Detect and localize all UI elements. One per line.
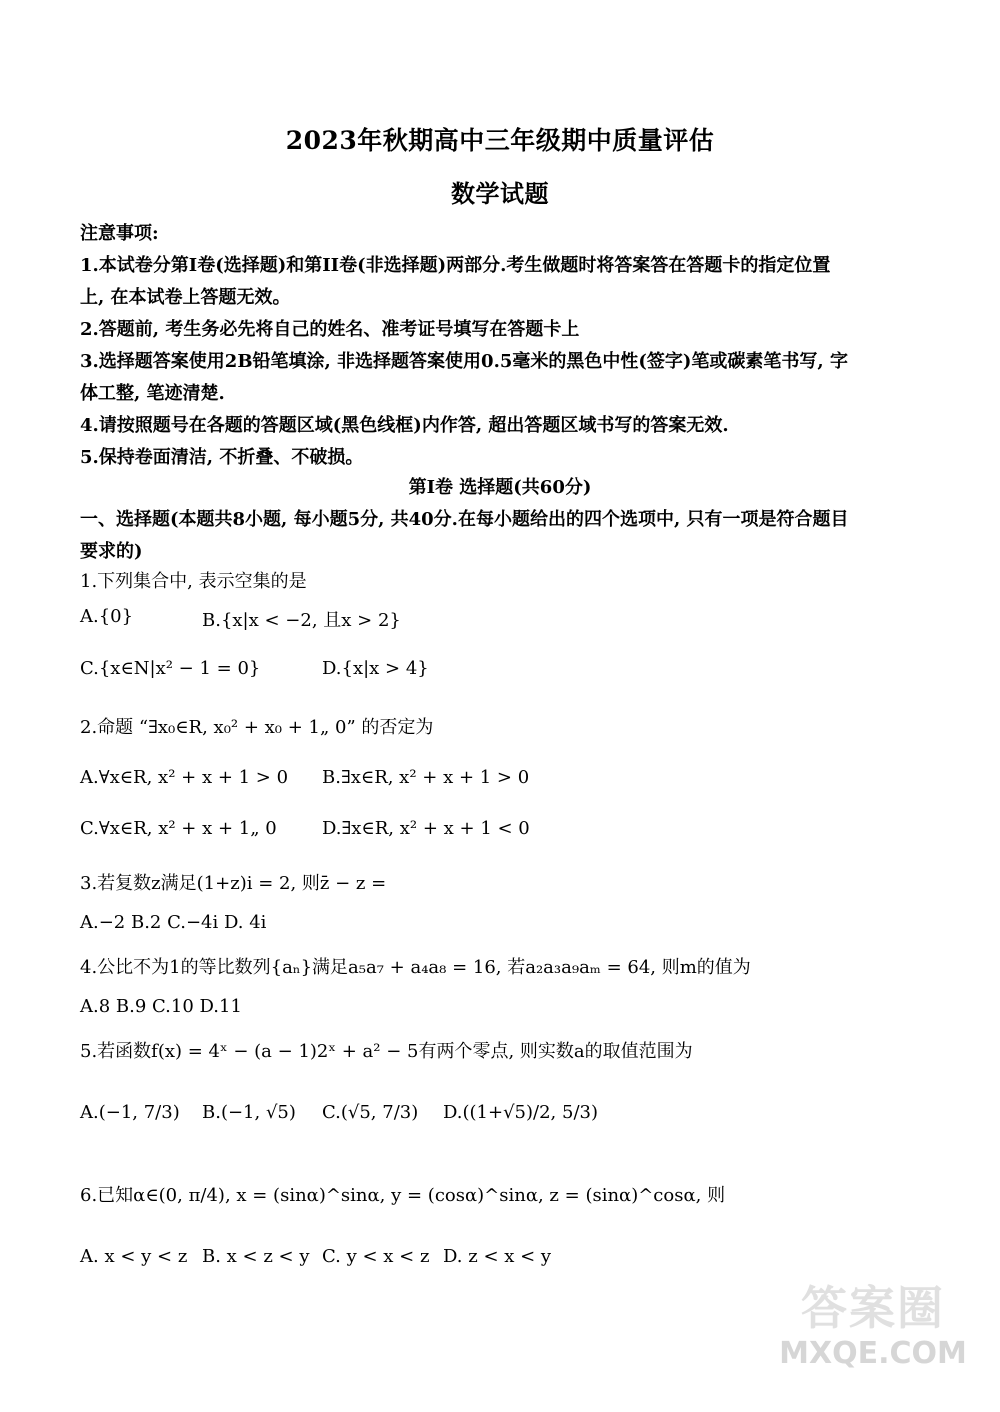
q3-stem: 3.若复数z满足(1+z)i = 2, 则z̄ − z =: [80, 873, 387, 894]
q6-option-a: A. x < y < z: [80, 1246, 188, 1267]
q1-option-c: C.{x∈N|x² − 1 = 0}: [80, 658, 261, 679]
watermark-top-text: 答案圈: [801, 1281, 945, 1335]
notice-line-6: 4.请按照题号在各题的答题区域(黑色线框)内作答, 超出答题区域书写的答案无效.: [80, 415, 729, 436]
exam-title: 2023年秋期高中三年级期中质量评估: [285, 126, 715, 155]
q5-option-b: B.(−1, √5): [202, 1102, 296, 1123]
q2-option-c: C.∀x∈R, x² + x + 1„ 0: [80, 818, 277, 839]
notice-line-7: 5.保持卷面清洁, 不折叠、不破损。: [80, 447, 364, 468]
q5-option-a: A.(−1, 7/3): [80, 1102, 180, 1123]
q1-option-b: B.{x|x < −2, 且x > 2}: [202, 610, 401, 631]
watermark-logo: [778, 1280, 968, 1390]
q2-option-a: A.∀x∈R, x² + x + 1 > 0: [80, 767, 289, 788]
q6-stem: 6.已知α∈(0, π/4), x = (sinα)^sinα, y = (cosα)^sinα, z = (sinα)^cosα, 则: [80, 1185, 726, 1206]
notice-line-5: 体工整, 笔迹清楚.: [80, 383, 225, 404]
q2-option-d: D.∃x∈R, x² + x + 1 < 0: [322, 818, 530, 839]
exam-subject: 数学试题: [451, 179, 549, 208]
notice-line-2: 上, 在本试卷上答题无效。: [80, 287, 291, 308]
notice-line-1: 1.本试卷分第I卷(选择题)和第II卷(非选择题)两部分.考生做题时将答案答在答题卡的指定位置: [80, 255, 831, 276]
q5-option-c: C.(√5, 7/3): [322, 1102, 419, 1123]
section-instructions-line-1: 一、选择题(本题共8小题, 每小题5分, 共40分.在每小题给出的四个选项中, 只有一项是符合题目: [80, 509, 849, 530]
q2-option-b: B.∃x∈R, x² + x + 1 > 0: [322, 767, 530, 788]
q1-option-a: A.{0}: [80, 606, 134, 627]
q2-stem: 2.命题 “∃x₀∈R, x₀² + x₀ + 1„ 0” 的否定为: [80, 717, 434, 738]
q6-option-d: D. z < x < y: [443, 1246, 552, 1267]
q4-stem: 4.公比不为1的等比数列{aₙ}满足a₅a₇ + a₄a₈ = 16, 若a₂a₃a₉aₘ = 64, 则m的值为: [80, 957, 751, 978]
notice-heading: 注意事项:: [80, 223, 159, 244]
watermark-bottom-text: MXQE.COM: [779, 1336, 967, 1371]
notice-line-4: 3.选择题答案使用2B铅笔填涂, 非选择题答案使用0.5毫米的黑色中性(签字)笔或碳素笔书写, 字: [80, 351, 848, 372]
section-instructions-line-2: 要求的): [80, 541, 143, 562]
q1-option-d: D.{x|x > 4}: [322, 658, 429, 679]
part1-heading: 第I卷 选择题(共60分): [408, 477, 592, 498]
q4-options: A.8 B.9 C.10 D.11: [80, 996, 242, 1017]
q3-options: A.−2 B.2 C.−4i D. 4i: [80, 912, 267, 933]
q5-stem: 5.若函数f(x) = 4ˣ − (a − 1)2ˣ + a² − 5有两个零点, 则实数a的取值范围为: [80, 1041, 693, 1062]
q6-option-b: B. x < z < y: [202, 1246, 310, 1267]
q5-option-d: D.((1+√5)/2, 5/3): [443, 1102, 598, 1123]
q6-option-c: C. y < x < z: [322, 1246, 430, 1267]
notice-line-3: 2.答题前, 考生务必先将自己的姓名、准考证号填写在答题卡上: [80, 319, 580, 340]
q1-stem: 1.下列集合中, 表示空集的是: [80, 571, 307, 592]
